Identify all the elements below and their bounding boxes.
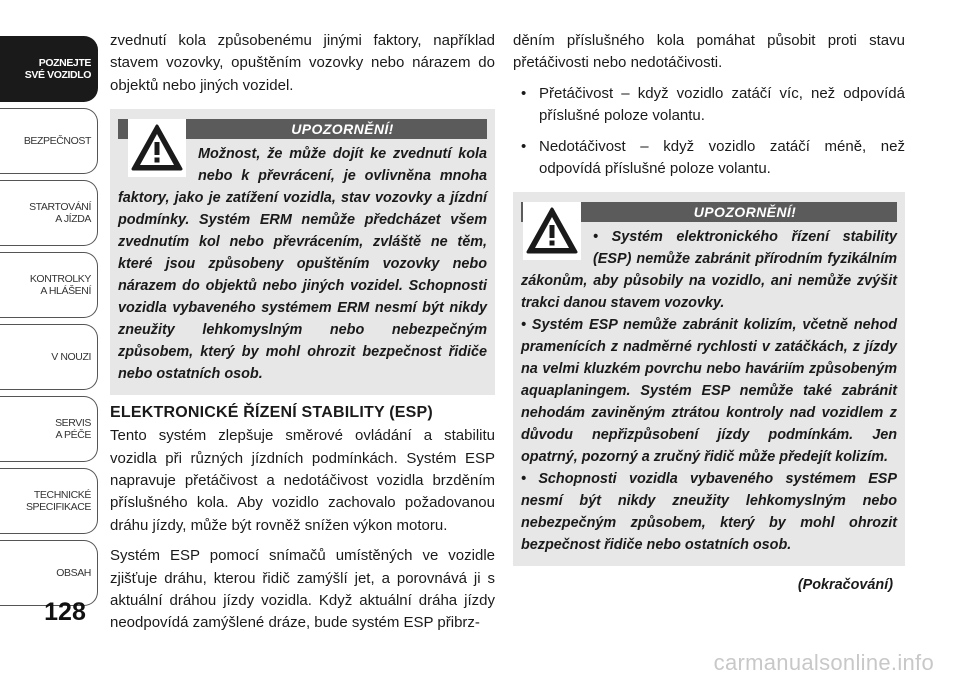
esp-paragraph-1: Tento systém zlepšuje směrové ovládání a stabilitu vozidla při různých jízdních podmínkách. Systém ESP napravuje přetáčivost a nedotáčivost vozidla brzděním příslušného kola. Aby vozidlo zachovalo požadovanou dráhu jízdy, může být rovněž snížen výkon motoru. <box>110 427 495 534</box>
chapter-sidebar <box>0 0 100 678</box>
watermark: carmanualsonline.info <box>713 650 934 675</box>
steering-bullet-list <box>513 83 905 181</box>
left-intro-paragraph: zvednutí kola způsobenému jinými faktory, například stavem vozovky, opuštěním vozovky nebo nárazem do objektů nebo jiných vozidel. <box>110 32 495 94</box>
list-item: • Přetáčivost – když vozidlo zatáčí víc, než odpovídá příslušné poloze volantu. <box>513 83 905 128</box>
tab-technicke-specifikace[interactable]: TECHNICKÉ SPECIFIKACE <box>0 468 98 534</box>
warning-triangle-icon <box>128 119 186 177</box>
tab-servis-a-pece[interactable]: SERVIS A PÉČE <box>0 396 98 462</box>
warning-title: UPOZORNĚNÍ! <box>521 202 897 222</box>
continued-label: (Pokračování) <box>797 577 893 594</box>
section-heading-esp: ELEKTRONICKÉ ŘÍZENÍ STABILITY (ESP) <box>110 404 433 422</box>
tab-bezpecnost[interactable]: BEZPEČNOST <box>0 108 98 174</box>
warning-title: UPOZORNĚNÍ! <box>118 119 487 139</box>
warning-box-esp <box>513 192 905 566</box>
esp-paragraph-2: Systém ESP pomocí snímačů umístěných ve vozidle zjišťuje dráhu, kterou řidič zamýšlí jet, a porovnává ji s aktuální dráhou jízdy vozidla. Když aktuální dráha jízdy neodpovídá zamýšlené dráze, bude systém ESP přibrz- <box>110 547 495 632</box>
tab-kontrolky-a-hlaseni[interactable]: KONTROLKY A HLÁŠENÍ <box>0 252 98 318</box>
right-column <box>513 30 905 597</box>
warning-item-2: • Systém ESP nemůže zabránit kolizím, včetně nehod pramenících z nadměrné rychlosti v zatáčkách, z jízdy na velmi kluzkém povrchu nebo haváriím způsobeným aquaplaningem. Systém ESP nemůže také zabránit nehodám zaviněným ztrátou kontroly nad vozidlem z důvodu nepřizpůsobení jízdy podmínkám. Jen opatrný, pozorný a zručný řidič může předejít kolizím. <box>521 317 897 466</box>
tab-startovani-a-jizda[interactable]: STARTOVÁNÍ A JÍZDA <box>0 180 98 246</box>
warning-triangle-icon <box>523 202 581 260</box>
warning-box-erm <box>110 109 495 395</box>
right-intro-paragraph: děním příslušného kola pomáhat působit proti stavu přetáčivosti nebo nedotáčivosti. <box>513 32 905 72</box>
page-number: 128 <box>44 598 86 626</box>
warning-item-3: • Schopnosti vozidla vybaveného systémem ESP nesmí být nikdy zneužity lehkomyslným nebo nebezpečným způsobem, který by mohl ohrozit bezpečnost řidiče nebo ostatních osob. <box>521 471 897 554</box>
tab-poznejte-sve-vozidlo[interactable]: POZNEJTE SVÉ VOZIDLO <box>0 36 98 102</box>
warning-item-1: • Systém elektronického řízení stability (ESP) nemůže zabránit přírodním fyzikálním zákonům, aby působily na vozidlo, ani nemůže zvýšit trakci danou stavem vozovky. <box>521 229 897 312</box>
tab-v-nouzi[interactable]: V NOUZI <box>0 324 98 390</box>
tab-obsah[interactable]: OBSAH <box>0 540 98 606</box>
left-column <box>110 30 495 643</box>
list-item: • Nedotáčivost – když vozidlo zatáčí méně, než odpovídá příslušné poloze volantu. <box>513 136 905 181</box>
warning-text: Možnost, že může dojít ke zvednutí kola nebo k převrácení, je ovlivněna mnoha faktory, jako je zatížení vozidla, stav vozovky a jízdní podmínky. Systém ERM nemůže předcházet všem zvednutím kol nebo převrácením, zvláště ne těm, které jsou způsobeny opuštěním vozovky nebo nárazem do objektů nebo jiných vozidel. Schopnosti vozidla vybaveného systémem ERM nesmí být nikdy zneužity lehkomyslným nebo nebezpečným způsobem, který by mohl ohrozit bezpečnost řidiče nebo ostatních osob. <box>118 146 487 383</box>
